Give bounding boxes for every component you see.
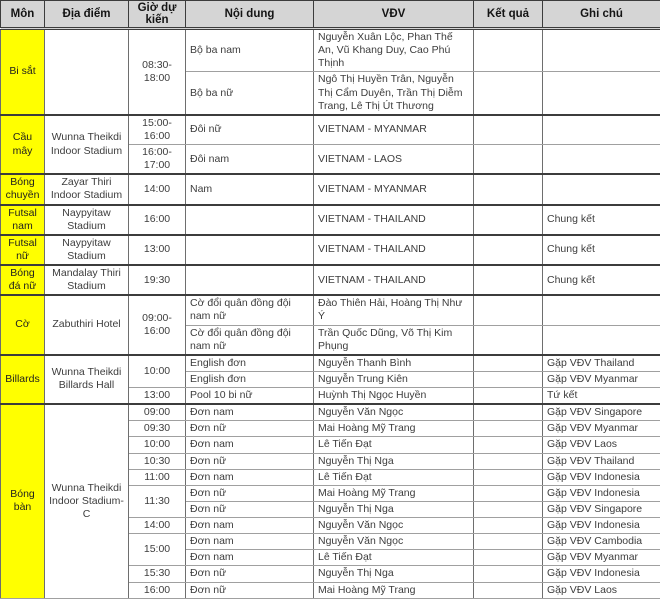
table-row [1, 235, 660, 265]
cell-event: Đơn nam [186, 469, 314, 485]
cell-athletes: Nguyễn Thanh Bình [314, 355, 474, 372]
cell-venue: Wunna Theikdi Billards Hall [45, 355, 129, 404]
table-row [1, 115, 660, 145]
table-row [1, 355, 660, 372]
cell-note: Gặp VĐV Thailand [543, 453, 660, 469]
cell-result [474, 355, 543, 372]
cell-athletes: VIETNAM - MYANMAR [314, 115, 474, 145]
cell-event: Bộ ba nữ [186, 72, 314, 115]
cell-result [474, 29, 543, 72]
cell-event: Đơn nữ [186, 421, 314, 437]
cell-athletes: Nguyễn Thị Nga [314, 566, 474, 582]
cell-event: Đơn nữ [186, 582, 314, 598]
cell-result [474, 388, 543, 405]
cell-athletes: VIETNAM - THAILAND [314, 265, 474, 295]
cell-athletes: Đào Thiên Hải, Hoàng Thị Như Ý [314, 295, 474, 325]
cell-time: 10:00 [129, 355, 186, 388]
cell-note: Gặp VĐV Indonesia [543, 469, 660, 485]
cell-time: 16:00 [129, 205, 186, 235]
cell-note: Tứ kết [543, 388, 660, 405]
table-row [1, 265, 660, 295]
cell-athletes: VIETNAM - THAILAND [314, 205, 474, 235]
cell-athletes: Nguyễn Văn Ngọc [314, 518, 474, 534]
col-header-event: Nội dung [186, 1, 314, 29]
cell-event: Đơn nam [186, 550, 314, 566]
cell-time: 15:00 [129, 534, 186, 566]
cell-sport: Cờ [1, 295, 45, 355]
cell-event: Đơn nữ [186, 501, 314, 517]
cell-time: 15:00-16:00 [129, 115, 186, 145]
cell-result [474, 518, 543, 534]
col-header-time: Giờ dự kiến [129, 1, 186, 29]
cell-note [543, 174, 660, 204]
cell-athletes: Nguyễn Trung Kiên [314, 371, 474, 387]
table-row [1, 295, 660, 325]
cell-athletes: Nguyễn Thị Nga [314, 501, 474, 517]
cell-athletes: Lê Tiến Đạt [314, 437, 474, 453]
cell-time: 15:30 [129, 566, 186, 582]
cell-athletes: Ngô Thị Huyền Trân, Nguyễn Thị Cẩm Duyên, Trần Thị Diễm Trang, Lê Thị Út Thương [314, 72, 474, 115]
cell-result [474, 145, 543, 175]
cell-sport: Bóng chuyền [1, 174, 45, 204]
cell-event: Đơn nữ [186, 453, 314, 469]
cell-athletes: Huỳnh Thị Ngọc Huyền [314, 388, 474, 405]
cell-time: 14:00 [129, 174, 186, 204]
cell-event: Đơn nam [186, 437, 314, 453]
cell-venue [45, 29, 129, 115]
cell-note [543, 115, 660, 145]
cell-event: Cờ đổi quân đồng đội nam nữ [186, 325, 314, 355]
cell-result [474, 550, 543, 566]
cell-athletes: Mai Hoàng Mỹ Trang [314, 421, 474, 437]
cell-time: 09:30 [129, 421, 186, 437]
cell-event: Đơn nữ [186, 485, 314, 501]
table-row [1, 174, 660, 204]
cell-note: Gặp VĐV Singapore [543, 501, 660, 517]
cell-note: Gặp VĐV Laos [543, 582, 660, 598]
cell-sport: Bi sắt [1, 29, 45, 115]
cell-time: 13:00 [129, 388, 186, 405]
cell-note: Chung kết [543, 205, 660, 235]
cell-athletes: Nguyễn Văn Ngọc [314, 404, 474, 421]
cell-sport: Cầu mây [1, 115, 45, 175]
cell-note [543, 72, 660, 115]
cell-result [474, 404, 543, 421]
cell-note [543, 325, 660, 355]
cell-venue: Wunna Theikdi Indoor Stadium [45, 115, 129, 175]
cell-athletes: Mai Hoàng Mỹ Trang [314, 485, 474, 501]
cell-result [474, 174, 543, 204]
col-header-note: Ghi chú [543, 1, 660, 29]
cell-event: Pool 10 bi nữ [186, 388, 314, 405]
col-header-sport: Môn [1, 1, 45, 29]
cell-event: English đơn [186, 371, 314, 387]
cell-time: 10:30 [129, 453, 186, 469]
cell-athletes: Trần Quốc Dũng, Võ Thị Kim Phụng [314, 325, 474, 355]
cell-venue: Naypyitaw Stadium [45, 205, 129, 235]
cell-result [474, 295, 543, 325]
cell-event [186, 205, 314, 235]
cell-note: Chung kết [543, 235, 660, 265]
cell-note [543, 29, 660, 72]
cell-sport: Bóng đá nữ [1, 265, 45, 295]
cell-note: Gặp VĐV Indonesia [543, 485, 660, 501]
cell-result [474, 582, 543, 598]
cell-note: Gặp VĐV Indonesia [543, 566, 660, 582]
cell-venue: Zayar Thiri Indoor Stadium [45, 174, 129, 204]
cell-time: 19:30 [129, 265, 186, 295]
cell-time: 14:00 [129, 518, 186, 534]
cell-event: Bộ ba nam [186, 29, 314, 72]
cell-sport: Bóng bàn [1, 404, 45, 598]
table-row [1, 404, 660, 421]
col-header-athletes: VĐV [314, 1, 474, 29]
cell-result [474, 72, 543, 115]
cell-note: Chung kết [543, 265, 660, 295]
cell-note: Gặp VĐV Indonesia [543, 518, 660, 534]
cell-event: Đơn nam [186, 404, 314, 421]
cell-athletes: Mai Hoàng Mỹ Trang [314, 582, 474, 598]
cell-result [474, 371, 543, 387]
cell-time: 11:30 [129, 485, 186, 517]
cell-time: 11:00 [129, 469, 186, 485]
cell-venue: Mandalay Thiri Stadium [45, 265, 129, 295]
cell-result [474, 115, 543, 145]
cell-note: Gặp VĐV Myanmar [543, 371, 660, 387]
cell-venue: Naypyitaw Stadium [45, 235, 129, 265]
cell-event: Nam [186, 174, 314, 204]
cell-athletes: Nguyễn Thị Nga [314, 453, 474, 469]
cell-note: Gặp VĐV Cambodia [543, 534, 660, 550]
cell-time: 09:00-16:00 [129, 295, 186, 355]
cell-event: Đôi nam [186, 145, 314, 175]
cell-time: 09:00 [129, 404, 186, 421]
cell-athletes: VIETNAM - LAOS [314, 145, 474, 175]
cell-time: 13:00 [129, 235, 186, 265]
col-header-venue: Địa điểm [45, 1, 129, 29]
cell-note: Gặp VĐV Myanmar [543, 421, 660, 437]
cell-event [186, 235, 314, 265]
cell-result [474, 453, 543, 469]
cell-sport: Billards [1, 355, 45, 404]
cell-result [474, 501, 543, 517]
cell-result [474, 534, 543, 550]
cell-time: 16:00-17:00 [129, 145, 186, 175]
cell-result [474, 235, 543, 265]
cell-note: Gặp VĐV Thailand [543, 355, 660, 372]
cell-result [474, 437, 543, 453]
schedule-body [1, 29, 660, 599]
cell-event: Đơn nam [186, 534, 314, 550]
cell-result [474, 469, 543, 485]
header-row [1, 1, 660, 29]
cell-event: Cờ đổi quân đồng đội nam nữ [186, 295, 314, 325]
cell-athletes: VIETNAM - THAILAND [314, 235, 474, 265]
cell-time: 08:30-18:00 [129, 29, 186, 115]
col-header-result: Kết quả [474, 1, 543, 29]
cell-note [543, 145, 660, 175]
cell-athletes: Lê Tiến Đạt [314, 550, 474, 566]
cell-result [474, 421, 543, 437]
cell-athletes: Nguyễn Văn Ngọc [314, 534, 474, 550]
cell-result [474, 566, 543, 582]
cell-event [186, 265, 314, 295]
cell-note: Gặp VĐV Laos [543, 437, 660, 453]
cell-venue: Wunna Theikdi Indoor Stadium-C [45, 404, 129, 598]
cell-result [474, 485, 543, 501]
cell-time: 10:00 [129, 437, 186, 453]
cell-note [543, 295, 660, 325]
cell-note: Gặp VĐV Singapore [543, 404, 660, 421]
cell-event: Đơn nam [186, 518, 314, 534]
cell-athletes: Lê Tiến Đạt [314, 469, 474, 485]
cell-event: Đơn nữ [186, 566, 314, 582]
cell-athletes: VIETNAM - MYANMAR [314, 174, 474, 204]
table-row [1, 205, 660, 235]
cell-event: Đôi nữ [186, 115, 314, 145]
cell-time: 16:00 [129, 582, 186, 598]
cell-venue: Zabuthiri Hotel [45, 295, 129, 355]
cell-result [474, 265, 543, 295]
cell-sport: Futsal nam [1, 205, 45, 235]
cell-result [474, 205, 543, 235]
cell-athletes: Nguyễn Xuân Lộc, Phan Thế An, Vũ Khang Duy, Cao Phú Thịnh [314, 29, 474, 72]
cell-event: English đơn [186, 355, 314, 372]
table-row [1, 29, 660, 72]
cell-note: Gặp VĐV Myanmar [543, 550, 660, 566]
cell-result [474, 325, 543, 355]
cell-sport: Futsal nữ [1, 235, 45, 265]
